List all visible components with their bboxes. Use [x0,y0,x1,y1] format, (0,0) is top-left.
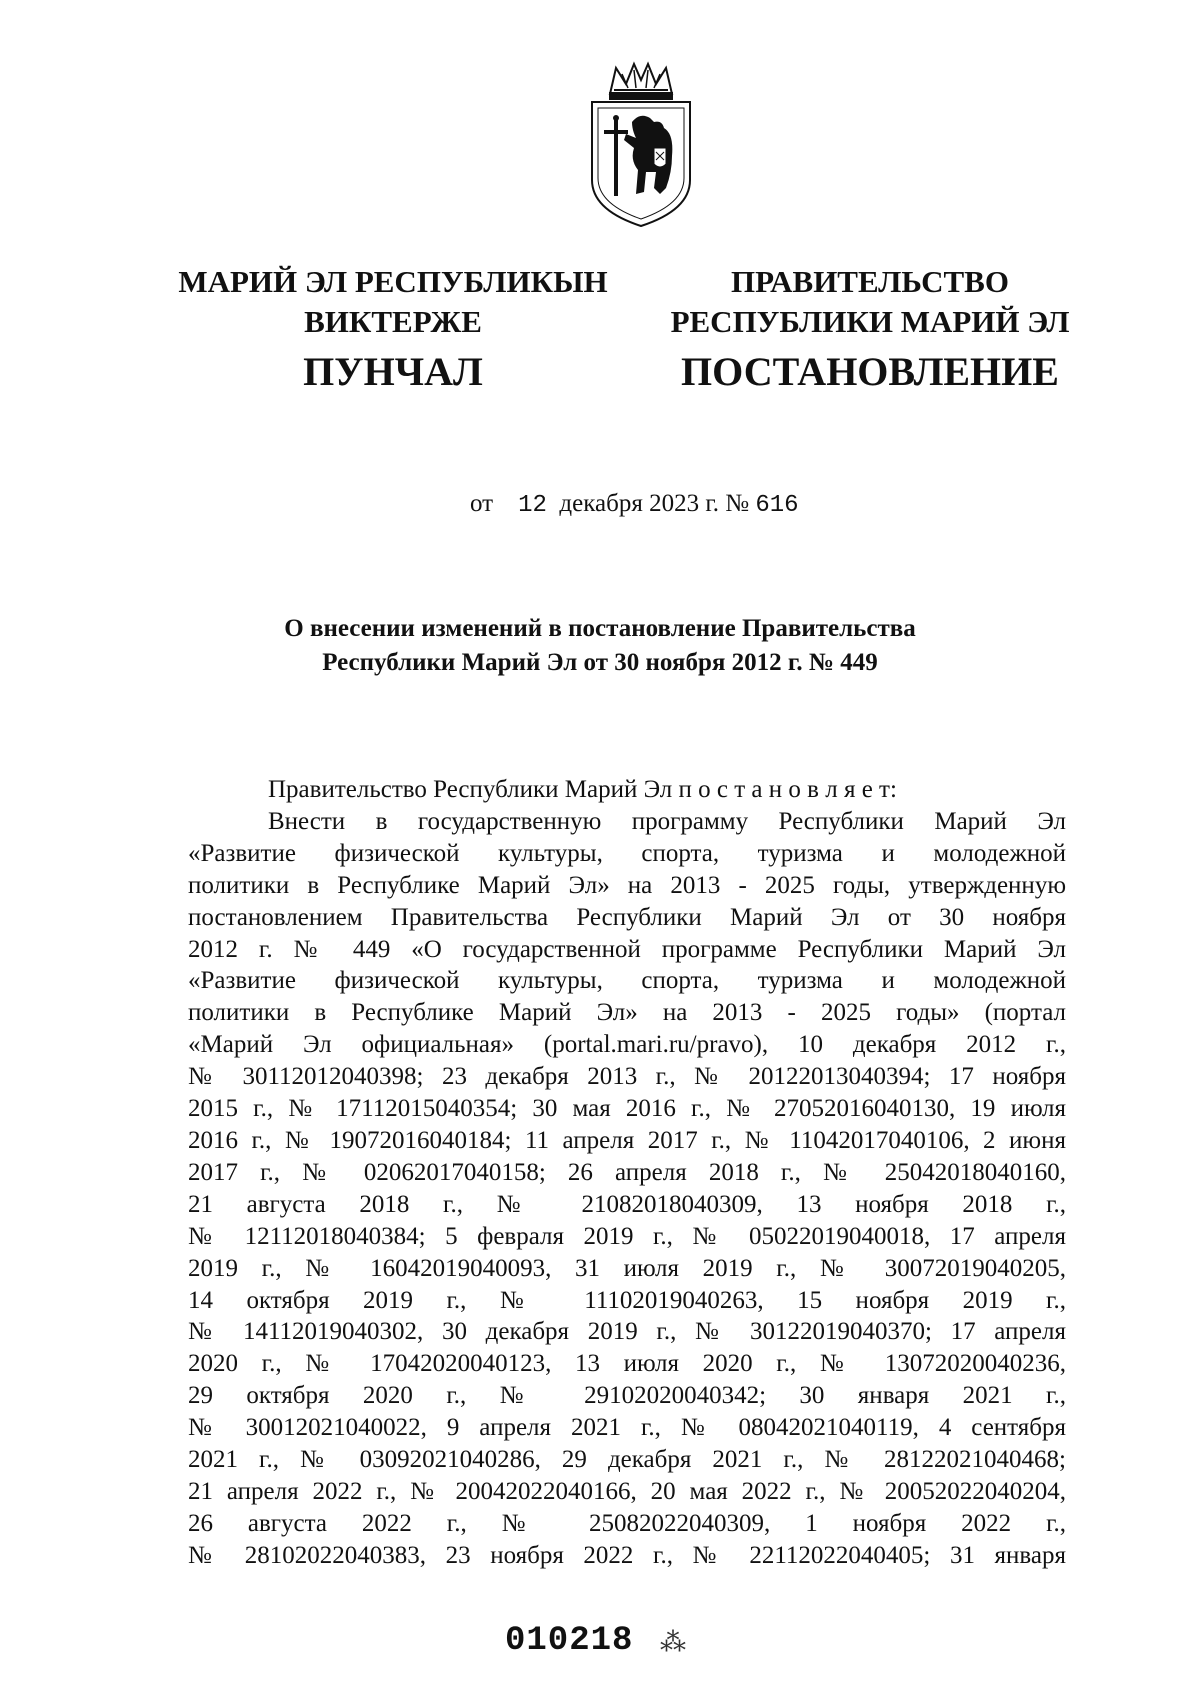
security-mark-icon: ⁂ [660,1628,686,1657]
body-paragraph [188,806,1066,1572]
body-line: Внести в государственную программу Республики Марий Эл [268,807,1066,835]
body-line: № 12112018040384; 5 февраля 2019 г., № 05022019040018, 17 апреля [188,1222,1066,1250]
document-body [188,774,1066,1572]
body-line: 2017 г., № 02062017040158; 26 апреля 2018 г., № 25042018040160, [188,1158,1066,1186]
body-line: 14 октября 2019 г., № 11102019040263, 15 ноября 2019 г., [188,1286,1066,1314]
form-serial-number: 010218 [505,1622,634,1660]
body-line: политики в Республике Марий Эл» на 2013 - 2025 годы, утвержденную [188,871,1066,899]
decree-number: 616 [755,492,799,519]
title-line-1: О внесении изменений в постановление Правительства [284,615,916,642]
date-prefix: от [470,490,494,517]
body-intro: Правительство Республики Марий Эл п о с т а н о в л я е т: [268,776,897,803]
body-line: 2016 г., № 19072016040184; 11 апреля 2017 г., № 11042017040106, 2 июня [188,1126,1066,1154]
body-line: политики в Республике Марий Эл» на 2013 - 2025 годы» (портал [188,999,1066,1027]
body-line: 2012 г. № 449 «О государственной программе Республики Марий Эл [188,935,1066,963]
body-line: 2021 г., № 03092021040286, 29 декабря 2021 г., № 28122021040468; [188,1446,1066,1474]
body-line: 21 апреля 2022 г., № 20042022040166, 20 мая 2022 г., № 20052022040204, [188,1477,1066,1505]
body-line: 2020 г., № 17042020040123, 13 июля 2020 г., № 13072020040236, [188,1350,1066,1378]
body-line: «Развитие физической культуры, спорта, туризма и молодежной [188,967,1066,995]
body-line: № 30112012040398; 23 декабря 2013 г., № 20122013040394; 17 ноября [188,1063,1066,1091]
coat-of-arms-emblem [580,60,702,228]
decree-date-line [470,490,799,519]
header-mari [168,262,618,396]
body-line: «Развитие физической культуры, спорта, туризма и молодежной [188,839,1066,867]
header-russian-doc-type: ПОСТАНОВЛЕНИЕ [681,349,1059,394]
body-line: постановлением Правительства Республики Марий Эл от 30 ноября [188,903,1066,931]
body-line: 21 августа 2018 г., № 21082018040309, 13 ноября 2018 г., [188,1190,1066,1218]
body-line: 2015 г., № 17112015040354; 30 мая 2016 г., № 27052016040130, 19 июля [188,1095,1066,1123]
header-russian-line1: ПРАВИТЕЛЬСТВО [731,264,1009,299]
body-line: № 28102022040383, 23 ноября 2022 г., № 22112022040405; 31 января [188,1541,1066,1569]
header-mari-line1: МАРИЙ ЭЛ РЕСПУБЛИКЫН [178,264,608,299]
header-russian [655,262,1085,396]
header-mari-doc-type: ПУНЧАЛ [303,349,483,394]
body-line: № 30012021040022, 9 апреля 2021 г., № 08042021040119, 4 сентября [188,1414,1066,1442]
body-line: 26 августа 2022 г., № 25082022040309, 1 ноября 2022 г., [188,1509,1066,1537]
header-mari-line2: ВИКТЕРЖЕ [304,304,482,339]
body-line: 2019 г., № 16042019040093, 31 июля 2019 г., № 30072019040205, [188,1254,1066,1282]
date-rest: декабря 2023 г. № [559,490,750,517]
document-title [190,612,1010,680]
body-line: «Марий Эл официальная» (portal.mari.ru/pravo), 10 декабря 2012 г., [188,1031,1066,1059]
header-russian-line2: РЕСПУБЛИКИ МАРИЙ ЭЛ [670,304,1070,339]
body-line: № 14112019040302, 30 декабря 2019 г., № 30122019040370; 17 апреля [188,1318,1066,1346]
date-day: 12 [518,492,547,519]
title-line-2: Республики Марий Эл от 30 ноября 2012 г. № 449 [322,649,878,676]
body-line: 29 октября 2020 г., № 29102020040342; 30 января 2021 г., [188,1382,1066,1410]
